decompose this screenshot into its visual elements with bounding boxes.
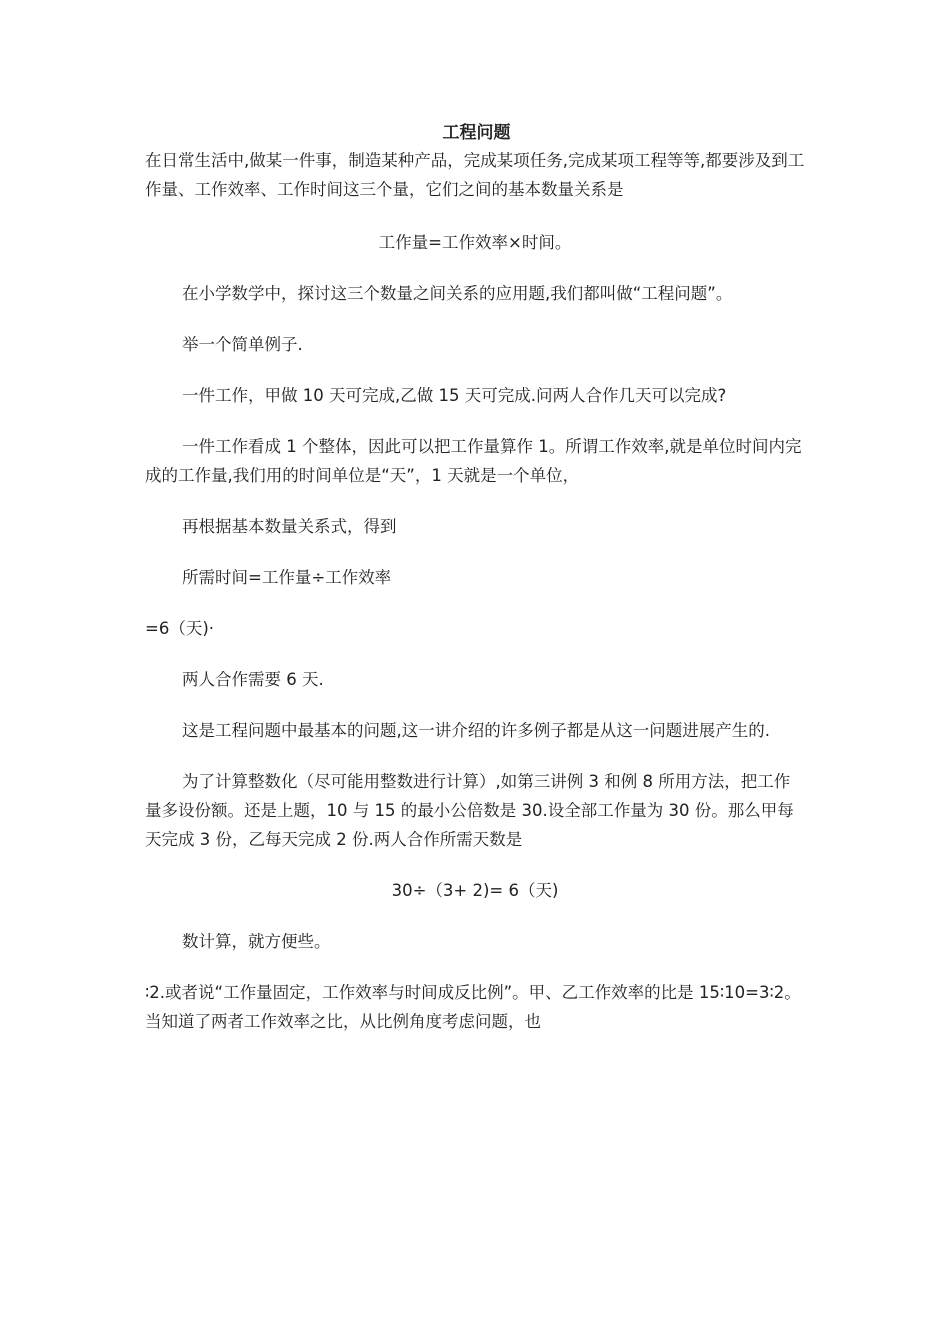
paragraph-work-efficiency: 一件工作看成 1 个整体，因此可以把工作量算作 1。所谓工作效率,就是单位时间内完成的工作量,我们用的时间单位是“天”，1 天就是一个单位， [145,437,802,485]
document-page [145,120,805,1036]
formula-result: =6（天)· [145,619,215,638]
paragraph-intro: 在日常生活中,做某一件事，制造某种产品，完成某项任务,完成某项工程等等,都要涉及到工作量、工作效率、工作时间这三个量，它们之间的基本数量关系是 [145,151,805,199]
formula-basic: 工作量=工作效率×时间。 [378,233,572,252]
document-title: 工程问题 [442,123,511,143]
paragraph-definition: 在小学数学中，探讨这三个数量之间关系的应用题,我们都叫做“工程问题”。 [182,284,733,303]
paragraph-relation: 再根据基本数量关系式，得到 [182,517,397,536]
paragraph-example-question: 一件工作，甲做 10 天可完成,乙做 15 天可完成.问两人合作几天可以完成? [182,386,727,405]
paragraph-answer: 两人合作需要 6 天. [182,670,324,689]
paragraph-ratio: ∶2.或者说“工作量固定，工作效率与时间成反比例”。甲、乙工作效率的比是 15∶10=3∶2。当知道了两者工作效率之比，从比例角度考虑问题，也 [145,983,801,1031]
paragraph-integer-method: 为了计算整数化（尽可能用整数进行计算）,如第三讲例 3 和例 8 所用方法，把工作量多设份额。还是上题，10 与 15 的最小公倍数是 30.设全部工作量为 30 份。那么甲每天完成 3 份，乙每天完成 2 份.两人合作所需天数是 [145,772,794,849]
paragraph-basic-problem: 这是工程问题中最基本的问题,这一讲介绍的许多例子都是从这一问题进展产生的. [182,721,770,740]
formula-integer: 30÷（3+ 2)= 6（天) [391,881,559,900]
paragraph-example-intro: 举一个简单例子. [182,335,303,354]
formula-time: 所需时间=工作量÷工作效率 [182,568,392,587]
paragraph-convenient: 数计算，就方便些。 [182,932,331,951]
